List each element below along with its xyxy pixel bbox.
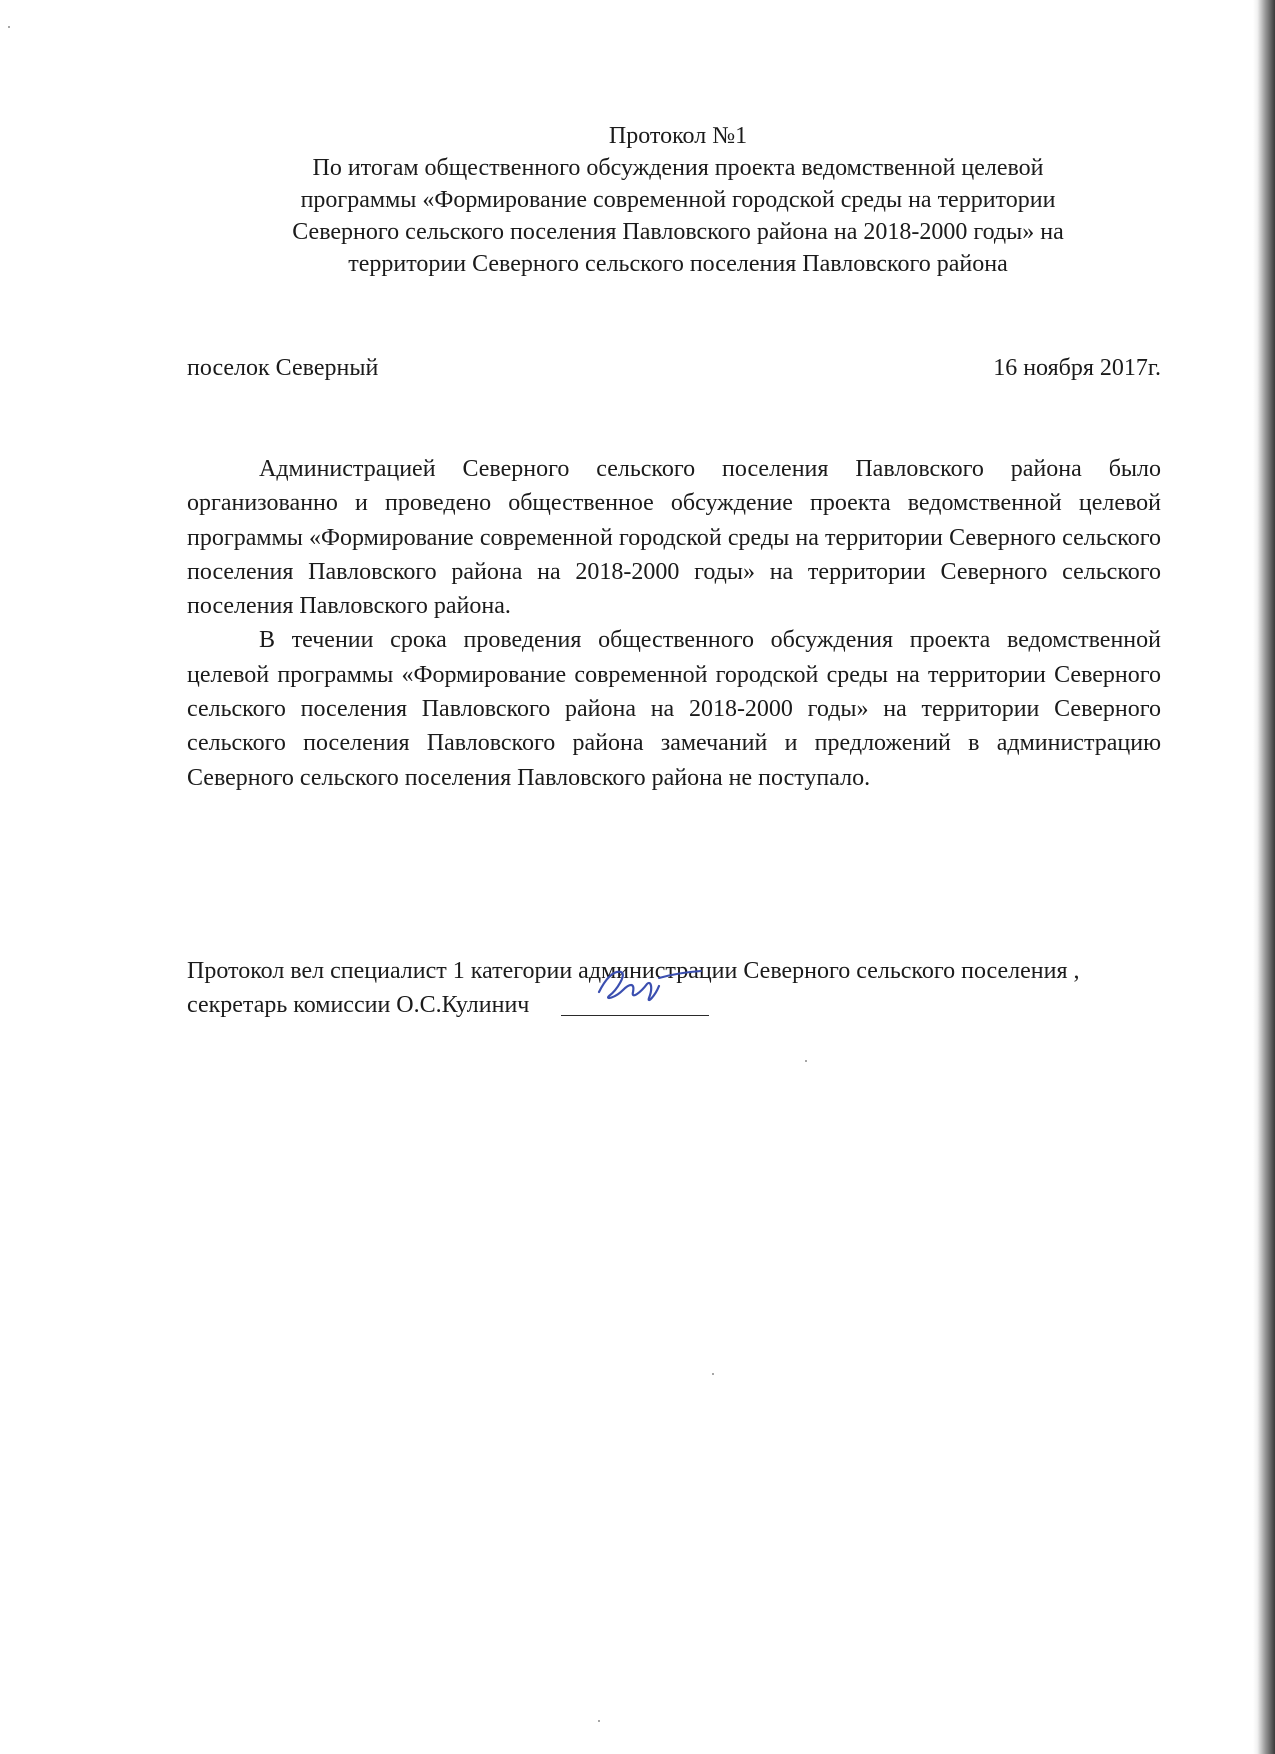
document-subtitle-line: Северного сельского поселения Павловского района на 2018-2000 годы» на — [292, 219, 1064, 245]
signature-text: Протокол вел специалист 1 категории администрации Северного сельского поселения , секретарь комиссии О.С.Кулинич — [187, 958, 1080, 1018]
scan-speck — [712, 1373, 714, 1375]
scan-speck — [8, 26, 10, 28]
signature-line — [561, 992, 709, 1012]
scan-speck — [598, 1720, 600, 1722]
document-date: 16 ноября 2017г. — [993, 355, 1161, 381]
handwritten-signature — [595, 962, 705, 1006]
body-paragraph: Администрацией Северного сельского поселения Павловского района было организованно и проведено общественное обсуждение проекта ведомственной целевой программы «Формирование современной городской среды на территории Северного сельского поселения Павловского района на 2018-2000 годы» на территории Северного сельского поселения Павловского района. — [187, 456, 1161, 620]
document-subtitle-line: территории Северного сельского поселения Павловского района — [348, 251, 1008, 277]
document-body — [187, 452, 1161, 795]
signature-block — [187, 954, 1161, 1022]
scan-speck — [805, 1060, 807, 1062]
scan-edge-shadow — [1253, 0, 1275, 1754]
document-header — [188, 120, 1168, 280]
document-subtitle-line: По итогам общественного обсуждения проекта ведомственной целевой — [312, 155, 1044, 181]
body-paragraph: В течении срока проведения общественного обсуждения проекта ведомственной целевой программы «Формирование современной городской среды на территории Северного сельского поселения Павловского района на 2018-2000 годы» на территории Северного сельского поселения Павловского района замечаний и предложений в администрацию Северного сельского поселения Павловского района не поступало. — [187, 627, 1161, 791]
signature-underline — [561, 1015, 709, 1016]
document-title: Протокол №1 — [608, 123, 748, 149]
document-subtitle-line: программы «Формирование современной городской среды на территории — [300, 187, 1056, 213]
document-place: поселок Северный — [187, 355, 379, 381]
